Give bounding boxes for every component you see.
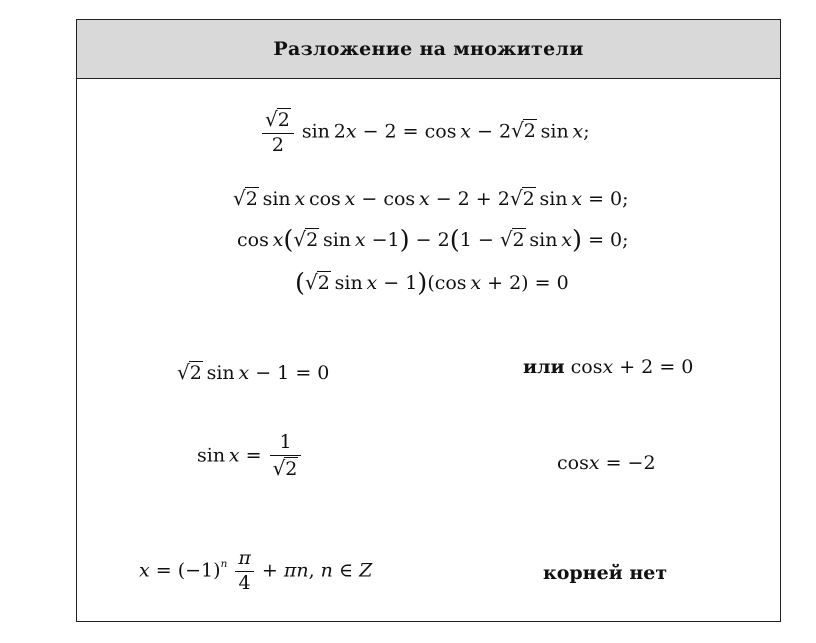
line-1-rest: sin 2x − 2 = cos x − 2√2 sin x; xyxy=(301,118,590,143)
right-equation-1: или cosx + 2 = 0 xyxy=(523,356,694,378)
left-equation-1: √2 sin x − 1 = 0 xyxy=(177,360,330,384)
table-title: Разложение на множители xyxy=(77,20,780,79)
right-equation-2: cosx = −2 xyxy=(557,452,656,474)
no-roots-text: корней нет xyxy=(543,562,668,584)
fraction-sqrt2-over-2: $\frac{√2}{2}$ xyxy=(262,108,294,157)
or-word: или xyxy=(523,356,565,378)
left-equation-2: sin x = $\frac{1}{√2}$ xyxy=(197,432,303,481)
equation-line-2: √2 sin x cos x − cos x − 2 + 2√2 sin x = 0; xyxy=(233,186,629,210)
equation-line-1 xyxy=(260,108,590,157)
equation-line-4: (√2 sin x − 1)(cos x + 2) = 0 xyxy=(295,268,569,298)
factoring-table xyxy=(76,19,781,622)
equation-line-3: cos x(√2 sin x −1) − 2(1 − √2 sin x) = 0; xyxy=(237,225,629,255)
fraction-pi-over-4: $\frac{\pi}{4}$ xyxy=(235,548,254,595)
fraction-1-over-sqrt2: $\frac{1}{√2}$ xyxy=(270,432,302,481)
left-equation-3: $x = (-1)^n$ $\frac{\pi}{4}$ + πn, n ∈ Z xyxy=(139,547,373,594)
